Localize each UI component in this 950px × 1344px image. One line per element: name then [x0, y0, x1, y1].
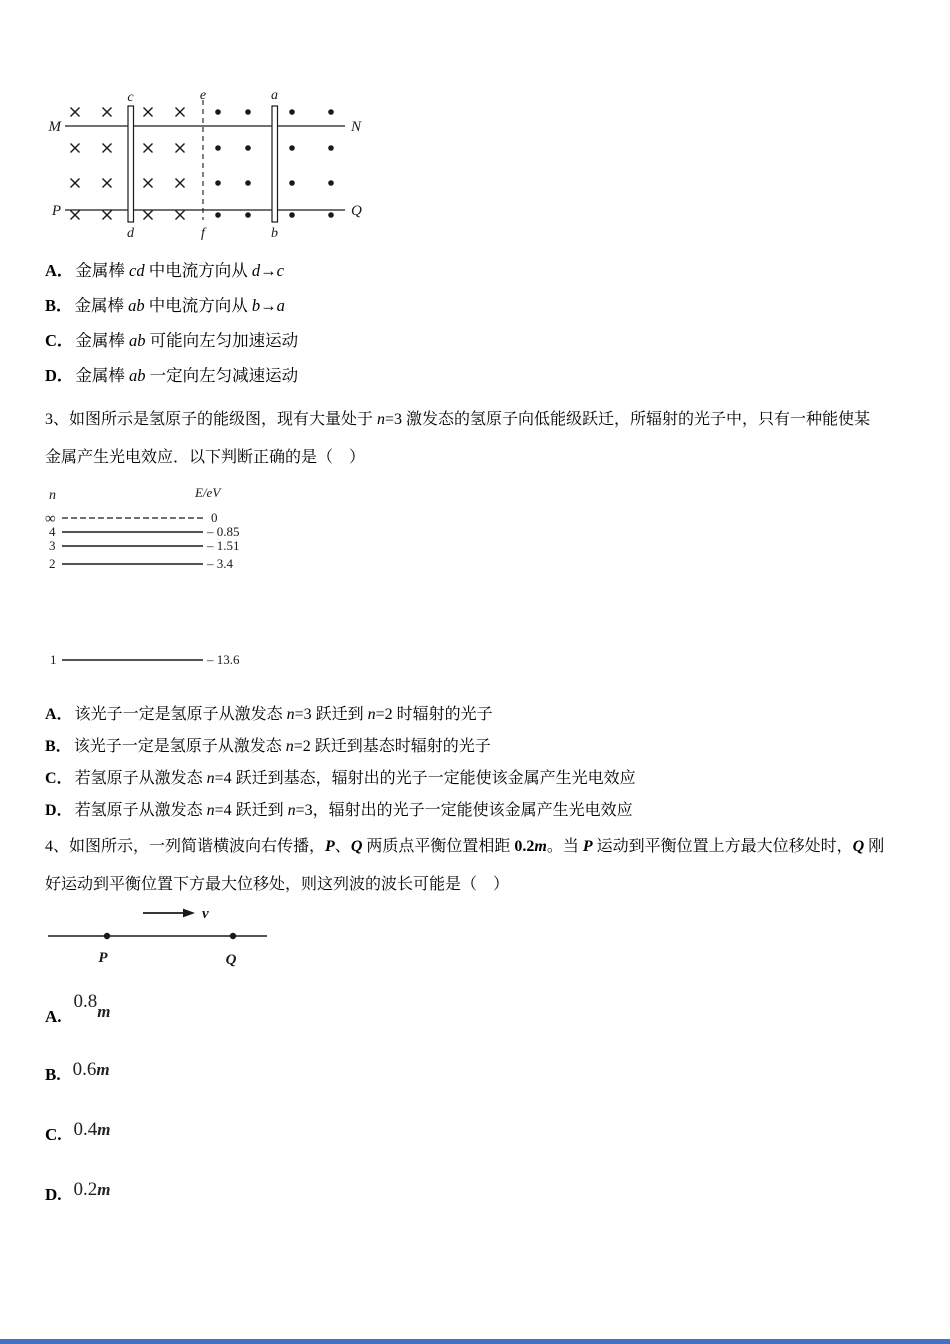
point-P-label: P [98, 950, 108, 966]
level-3-value: – 1.51 [207, 538, 240, 553]
option-number: 0.2 [73, 1179, 98, 1200]
option-text: 金属棒 cd 中电流方向从 d→c [75, 261, 284, 280]
option-letter: C. [45, 1125, 62, 1144]
option-text: 若氢原子从激发态 n=4 跃迁到 n=3，辐射出的光子一定能使该金属产生光电效应 [74, 802, 633, 819]
q4-stem-line1: 4、如图所示，一列简谐横波向右传播，P、Q 两质点平衡位置相距 0.2m。当 P 运动到平衡位置上方最大位移处时，Q 刚 [45, 838, 885, 855]
page-bottom-border [0, 1339, 950, 1344]
level-2-n: 2 [49, 556, 56, 571]
option-letter: D． [45, 366, 74, 385]
option-letter: C． [45, 331, 74, 350]
q3-option-c [45, 765, 636, 788]
q4-option-d [45, 1176, 111, 1205]
option-letter: D． [45, 802, 73, 819]
point-Q-dot [230, 933, 236, 939]
option-number: 0.6 [72, 1059, 97, 1080]
option-text: 若氢原子从激发态 n=4 跃迁到基态，辐射出的光子一定能使该金属产生光电效应 [74, 770, 636, 787]
option-letter: B． [45, 738, 72, 755]
conducting-bar-ab [272, 106, 278, 222]
option-text: 金属棒 ab 可能向左匀加速运动 [75, 331, 299, 350]
option-unit: m [96, 1060, 110, 1079]
label-d: d [127, 226, 134, 241]
option-value [73, 1056, 110, 1081]
level-1-value: – 13.6 [207, 652, 240, 667]
q3-stem-line2: 金属产生光电效应．以下判断正确的是（ ） [45, 449, 366, 466]
point-P-dot [104, 933, 110, 939]
axis-label-E-eV: E/eV [195, 485, 221, 500]
q2-option-d [45, 362, 298, 386]
q2-option-a [45, 257, 284, 281]
option-unit: m [97, 1120, 111, 1139]
option-value [74, 1116, 111, 1141]
q3-stem-line1: 3、如图所示是氢原子的能级图，现有大量处于 n=3 激发态的氢原子向低能级跃迁，所辐射的光子中，只有一种能使某 [45, 411, 871, 428]
wave-direction-diagram [45, 898, 285, 978]
option-value [73, 991, 111, 1023]
option-letter: C． [45, 770, 73, 787]
q3-option-b [45, 733, 491, 756]
energy-level-diagram [45, 483, 300, 678]
point-Q-label: Q [225, 952, 237, 968]
velocity-arrow-head [183, 909, 195, 918]
velocity-label: v [202, 906, 209, 922]
label-Q: Q [351, 203, 362, 219]
option-text: 金属棒 ab 中电流方向从 b→a [74, 296, 285, 315]
label-f: f [201, 226, 205, 241]
label-e: e [199, 88, 207, 103]
level-4-value: – 0.85 [207, 524, 240, 539]
label-N: N [351, 119, 362, 135]
q2-option-c [45, 327, 298, 351]
option-number: 0.8 [73, 991, 98, 1012]
option-letter: D. [45, 1185, 62, 1204]
option-letter: A． [45, 706, 73, 723]
label-P: P [51, 203, 61, 219]
label-a: a [271, 88, 278, 103]
q3-option-d [45, 797, 633, 820]
level-3-n: 3 [49, 538, 56, 553]
option-text: 金属棒 ab 一定向左匀减速运动 [75, 366, 299, 385]
label-M: M [48, 119, 61, 135]
option-unit: m [97, 1180, 111, 1199]
level-inf-n: ∞ [45, 511, 56, 527]
q4-option-a [45, 991, 111, 1027]
option-number: 0.4 [73, 1119, 98, 1140]
conducting-bar-cd [128, 106, 134, 222]
option-text: 该光子一定是氢原子从激发态 n=2 跃迁到基态时辐射的光子 [73, 738, 491, 755]
option-letter: A． [45, 261, 74, 280]
option-letter: A. [45, 1007, 62, 1026]
option-text: 该光子一定是氢原子从激发态 n=3 跃迁到 n=2 时辐射的光子 [74, 706, 493, 723]
q2-option-b [45, 292, 285, 316]
level-2-value: – 3.4 [207, 556, 233, 571]
level-1-n: 1 [50, 652, 57, 667]
level-inf-value: 0 [211, 510, 218, 525]
q4-option-b [45, 1056, 110, 1085]
label-c: c [127, 90, 134, 105]
axis-label-n: n [49, 488, 56, 503]
q4-option-c [45, 1116, 111, 1145]
option-unit: m [97, 1002, 111, 1021]
level-4-n: 4 [49, 524, 56, 539]
option-value [74, 1176, 111, 1201]
option-letter: B. [45, 1065, 61, 1084]
label-b: b [271, 226, 278, 241]
q2-field-rails-diagram [45, 88, 375, 243]
option-letter: B． [45, 296, 73, 315]
q4-stem-line2: 好运动到平衡位置下方最大位移处，则这列波的波长可能是（ ） [45, 876, 510, 893]
q3-option-a [45, 701, 493, 724]
